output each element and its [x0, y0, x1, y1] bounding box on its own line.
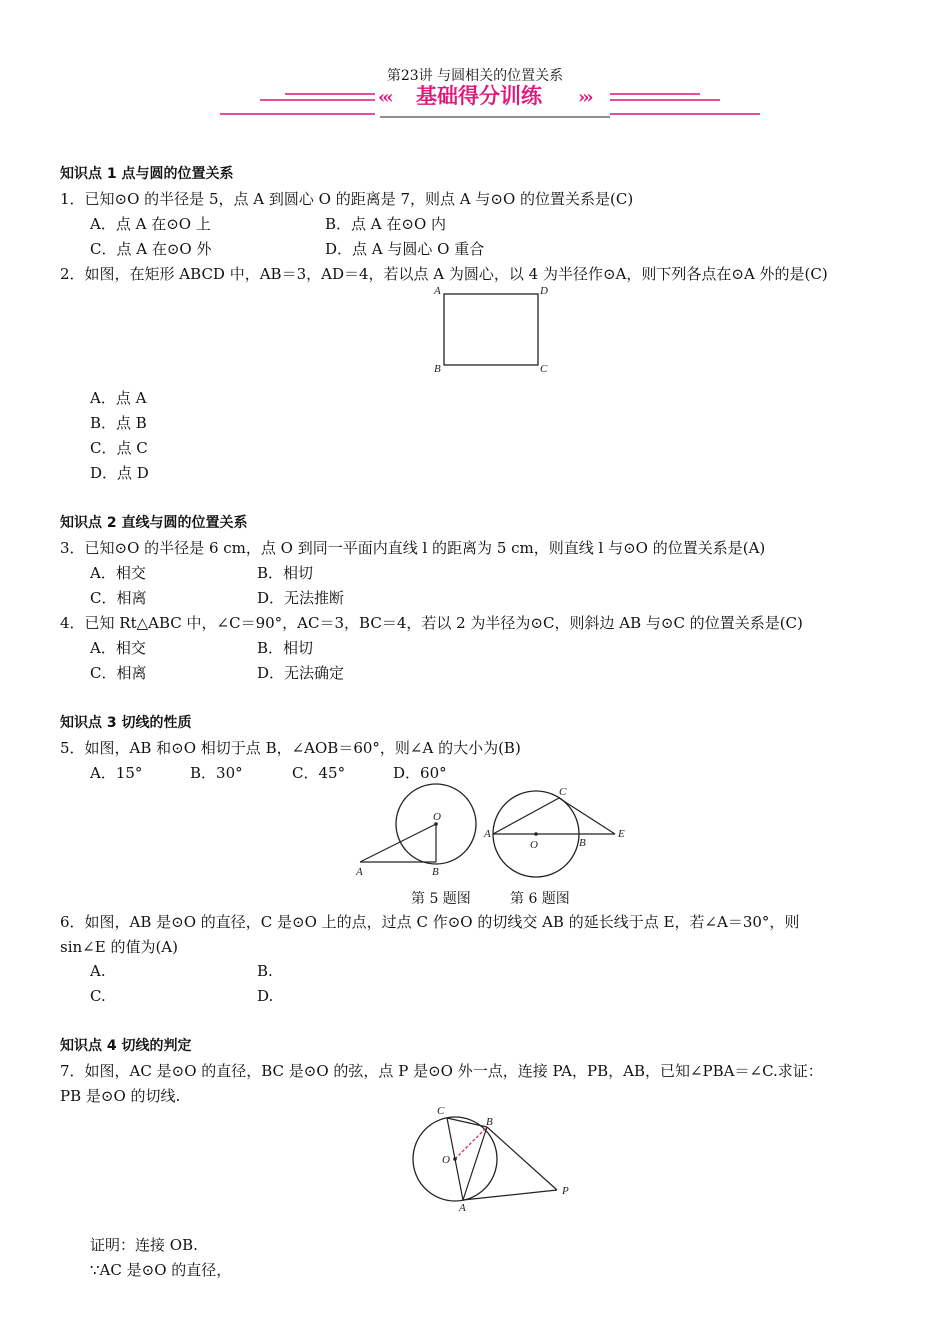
q7-stem-line1: 7．如图，AC 是⊙O 的直径，BC 是⊙O 的弦，点 P 是⊙O 外一点，连接 PA，PB，AB，已知∠PBA＝∠C.求证： [60, 1062, 823, 1080]
q5-q6-figures [350, 782, 640, 882]
q7-proof-line1: 证明：连接 OB. [90, 1236, 198, 1254]
q6-label-o: O [530, 839, 538, 851]
q5-option-b: B．30° [190, 764, 243, 782]
q7-stem-line2: PB 是⊙O 的切线. [60, 1087, 181, 1105]
q1-option-a: A．点 A 在⊙O 上 [90, 215, 211, 233]
q6-option-a: A. [90, 962, 106, 980]
q5-caption: 第 5 题图 [411, 891, 471, 907]
q7-label-b: B [486, 1116, 493, 1128]
q2-option-d: D．点 D [90, 464, 149, 482]
q6-label-b: B [579, 837, 586, 849]
q6-stem-line1: 6．如图，AB 是⊙O 的直径，C 是⊙O 上的点，过点 C 作⊙O 的切线交 AB 的延长线于点 E，若∠A＝30°，则 [60, 913, 800, 931]
banner-text: 基础得分训练 [416, 84, 542, 108]
q4-stem: 4．已知 Rt△ABC 中，∠C＝90°，AC＝3，BC＝4，若以 2 为半径为⊙C，则斜边 AB 与⊙C 的位置关系是(C) [60, 614, 803, 632]
q7-label-a: A [459, 1202, 466, 1214]
q3-stem: 3．已知⊙O 的半径是 6 cm，点 O 到同一平面内直线 l 的距离为 5 cm，则直线 l 与⊙O 的位置关系是(A) [60, 539, 766, 557]
q7-label-o: O [442, 1154, 450, 1166]
section2-title: 知识点 2 直线与圆的位置关系 [60, 515, 248, 531]
q6-center-dot [534, 832, 538, 836]
q3-option-d: D．无法推断 [257, 589, 345, 607]
banner-right-arrows: ››› [578, 87, 591, 108]
q5-option-a: A．15° [90, 764, 143, 782]
q2-stem: 2．如图，在矩形 ABCD 中，AB＝3，AD＝4，若以点 A 为圆心，以 4 为半径作⊙A，则下列各点在⊙A 外的是(C) [60, 265, 828, 283]
q2-rectangle-figure [430, 282, 555, 377]
rectangle-abcd [444, 294, 538, 365]
q3-option-a: A．相交 [90, 564, 146, 582]
banner-right-lines [610, 94, 760, 114]
q7-center-dot [453, 1157, 457, 1161]
q5-label-a: A [356, 866, 363, 878]
q5-option-c: C．45° [292, 764, 346, 782]
q4-option-c: C．相离 [90, 664, 147, 682]
q6-label-c: C [559, 786, 567, 798]
q2-option-a: A．点 A [90, 389, 147, 407]
q1-stem: 1．已知⊙O 的半径是 5，点 A 到圆心 O 的距离是 7，则点 A 与⊙O 的位置关系是(C) [60, 190, 634, 208]
q1-option-d: D．点 A 与圆心 O 重合 [325, 240, 485, 258]
q2-option-c: C．点 C [90, 439, 148, 457]
q2-option-b: B．点 B [90, 414, 147, 432]
label-b: B [434, 363, 441, 375]
q6-tangent-ce [559, 798, 615, 834]
q6-stem-line2: sin∠E 的值为(A) [60, 938, 178, 956]
q6-label-a: A [484, 828, 491, 840]
label-d: D [540, 285, 548, 297]
q7-figure [405, 1102, 585, 1214]
section4-title: 知识点 4 切线的判定 [60, 1038, 192, 1054]
lecture-title: 第23讲 与圆相关的位置关系 [386, 68, 564, 84]
q6-figure [483, 786, 625, 877]
section1-title: 知识点 1 点与圆的位置关系 [60, 166, 234, 182]
q4-option-b: B．相切 [257, 639, 314, 657]
q4-option-a: A．相交 [90, 639, 146, 657]
q7-proof-line2: ∵AC 是⊙O 的直径， [90, 1261, 232, 1279]
banner-left-arrows: ‹‹‹ [378, 87, 391, 108]
label-c: C [540, 363, 548, 375]
q1-option-c: C．点 A 在⊙O 外 [90, 240, 212, 258]
q5-label-o: O [433, 811, 441, 823]
q3-option-c: C．相离 [90, 589, 147, 607]
banner-left-lines [220, 94, 375, 114]
section3-title: 知识点 3 切线的性质 [60, 715, 192, 731]
q3-option-b: B．相切 [257, 564, 314, 582]
q5-option-d: D．60° [393, 764, 447, 782]
q4-option-d: D．无法确定 [257, 664, 345, 682]
q7-label-p: P [562, 1185, 569, 1197]
q6-option-d: D. [257, 987, 274, 1005]
q5-stem: 5．如图，AB 和⊙O 相切于点 B，∠AOB＝60°，则∠A 的大小为(B) [60, 739, 521, 757]
q6-caption: 第 6 题图 [510, 891, 570, 907]
q6-option-b: B. [257, 962, 273, 980]
q6-label-e: E [618, 828, 625, 840]
q1-option-b: B．点 A 在⊙O 内 [325, 215, 447, 233]
q7-label-c: C [437, 1105, 445, 1117]
q5-line-ao [360, 824, 436, 862]
q5-figure [355, 784, 476, 878]
q7-line-ab [463, 1127, 487, 1200]
q6-line-ac [493, 798, 559, 834]
q6-option-c: C. [90, 987, 106, 1005]
label-a: A [434, 285, 441, 297]
q5-label-b: B [432, 866, 439, 878]
